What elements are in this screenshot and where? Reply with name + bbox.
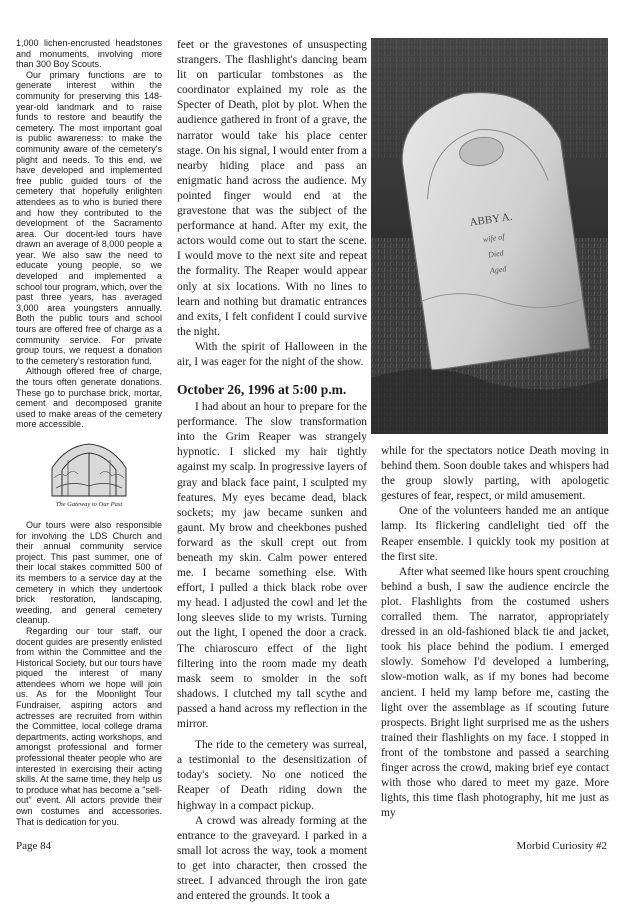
gravestone-photo — [371, 38, 608, 434]
right-para-1: while for the spectators notice Death moving in behind them. Soon double takes and whispers had the group slowly parting, with apologetic gestures of fear, respect, or mild amusement. — [381, 445, 609, 503]
gateway-logo — [46, 438, 132, 510]
gravestone-line-3: Died — [487, 248, 505, 260]
middle-para-1: feet or the gravestones of unsuspecting strangers. The flashlight's dancing beam lit on particular tombstones as the coordinator explained my role as the Specter of Death, plot by plot. When the audience gathered in front of a grave, the narrator would take his place center stage. On his signal, I would enter from a nearby hiding place and pass an enigmatic hand across the audience. My pointed finger would end at the gravestone that was the subject of the performance at hand. After my exit, the actors would come out to start the scene. I would move to the next site and repeat the formality. The Reaper would appear only at six locations. With no lines to learn and nothing but dramatic entrances and exits, I felt confident I could survive the night. — [177, 39, 367, 338]
right-para-2: One of the volunteers handed me an antique lamp. Its flickering candlelight tied off the Reaper ensemble. I quickly took my position at the first site. — [381, 505, 609, 563]
gateway-logo-image — [46, 438, 132, 510]
gravestone-name: ABBY A. — [468, 210, 514, 229]
left-para-1: 1,000 lichen-encrusted headstones and monuments, involving more than 300 Boy Scouts. — [16, 38, 162, 70]
middle-column — [177, 38, 367, 904]
right-column — [381, 444, 609, 821]
gravestone-line-4: Aged — [489, 264, 507, 276]
left-para-5: Regarding our tour staff, our docent guides are presently enlisted from within the Committee and the Historical Society, but our tours have piqued the interest of many attendees whom we hope will join us. As for the Moonlight Tour Fundraiser, aspiring actors and actresses are recruited from within the Committee, local college drama departments, acting workshops, and amongst professional and former professional theater people who are interested in exercising their acting skills. At the same time, they help us to produce what has become a "sell-out" event. All actors provide their own costumes and accessories. That is dedication for you. — [16, 625, 162, 827]
right-para-3: After what seemed like hours spent crouching behind a bush, I saw the audience encircle the plot. Flashlights from the costumed ushers corralled them. The narrator, appropriately dressed in an old-fashioned black tie and jacket, took his place behind the podium. I emerged slowly. Somehow I'd developed a lumbering, slow-motion walk, as if my bones had become ancient. I held my lamp before me, casting the light over the assemblage as if scouting future prospects. Bright light surprised me as the ushers trained their flashlights on my face. I stopped in front of the tombstone and passed a searching finger across the crowd, making brief eye contact with those who dared to meet my gaze. More lights, this time flash photography, hit me just as my — [381, 565, 609, 820]
publication-title: Morbid Curiosity #2 — [516, 840, 607, 852]
left-para-4: Our tours were also responsible for involving the LDS Church and their annual community service project. This past summer, one of their local stakes committed 500 of its members to a service day at the cemetery in which they undertook brick restoration, landscaping, weeding, and general cemetery cleanup. — [16, 519, 162, 626]
page-number: Page 84 — [16, 840, 52, 852]
section-heading: October 26, 1996 at 5:00 p.m. — [177, 382, 347, 398]
left-para-3: Although offered free of charge, the tours often generate donations. These go to purchase brick, mortar, cement and decomposed granite used to make areas of the cemetery more accessible. — [16, 366, 162, 430]
left-para-2: Our primary functions are to generate interest within the community for preserving this 148-year-old landmark and to raise funds to restore and beautify the cemetery. The most important goal is public awareness: to make the community aware of the cemetery's plight and needs. To this end, we have developed and implemented free public guided tours of the cemetery that hopefully enlighten attendees as to who is buried there and how they contributed to the development of the Sacramento area. Our docent-led tours have drawn an average of 8,000 people a year. We also saw the need to educate young people, so we developed and implemented a school tour program, which, over the past three years, has averaged 3,000 area youngsters annually. Both the public tours and school tours are offered free of charge as a community service. For private group tours, we request a donation to the cemetery's restoration fund. — [16, 69, 162, 366]
left-column — [16, 38, 162, 827]
middle-para-3: I had about an hour to prepare for the performance. The slow transformation into the Grim Reaper was strangely hypnotic. I slicked my hair tightly against my scalp. In progressive layers of gray and black face paint, I sculpted my features. My eyes became dead, black sockets; my jaw became sunken and gaunt. My brow and cheekbones pushed forward as the skull crept out from beneath my skin. Calm power entered me. I became something else. With effort, I pulled a thick black robe over my head. I adjusted the cowl and let the long sleeves slide to my wrists. Turning out the light, I opened the door a crack. The chiaroscuro effect of the light filtering into the room made my death mask seem to smolder in the soft shadows. I clutched my tall scythe and passed a hand across my reflection in the mirror. — [177, 401, 367, 731]
middle-para-5: A crowd was already forming at the entrance to the graveyard. I parked in a small lot across the way, took a moment to get into character, then crossed the street. I advanced through the iron gate and entered the grounds. It took a — [177, 814, 367, 903]
gravestone-line-2: wife of — [482, 232, 505, 245]
gateway-logo-caption: The Gateway to Our Past — [55, 500, 123, 508]
middle-para-2: With the spirit of Halloween in the air, I was eager for the night of the show. — [177, 340, 367, 368]
middle-para-4: The ride to the cemetery was surreal, a testimonial to the desensitization of today's society. No one noticed the Reaper of Death riding down the highway in a compact pickup. — [177, 739, 367, 812]
